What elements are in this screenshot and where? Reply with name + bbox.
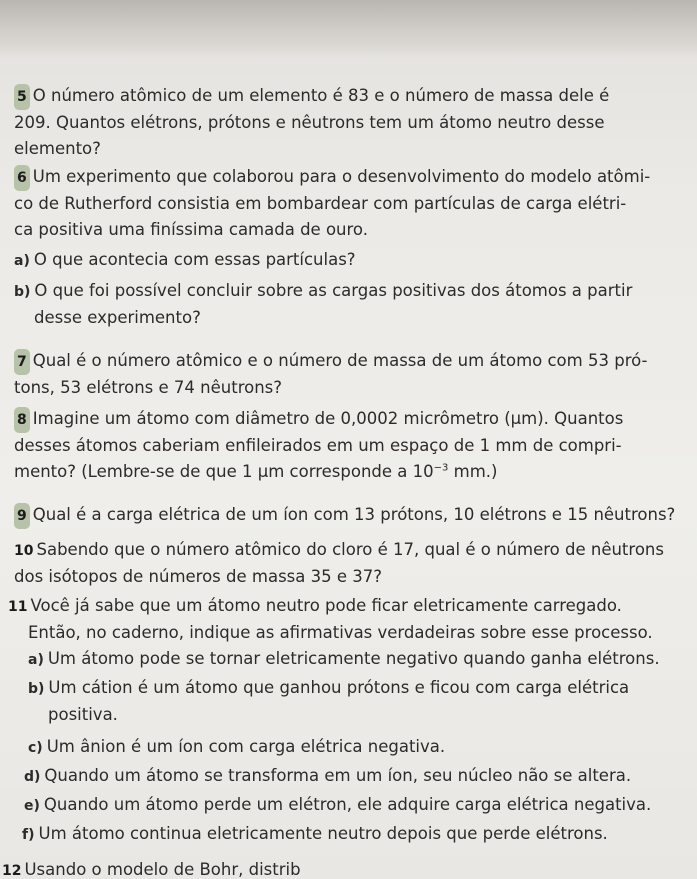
question-text-line: co de Rutherford consistia em bombardear com partículas de carga elétri-: [14, 194, 627, 213]
sub-item-text: Um cátion é um átomo que ganhou prótons e ficou com carga elétrica: [48, 678, 630, 697]
sub-item-letter: a): [14, 253, 30, 269]
sub-item-a: [14, 247, 679, 274]
question-number: 5: [14, 84, 30, 110]
sub-item-text: Quando um átomo perde um elétron, ele adquire carga elétrica negativa.: [43, 795, 652, 814]
question-text-line: Qual é o número atômico e o número de massa de um átomo com 53 pró-: [32, 351, 648, 370]
question-text-line: elemento?: [14, 139, 101, 158]
sub-item-a: [8, 646, 679, 673]
question-7: [14, 348, 679, 401]
sub-item-text: O que foi possível concluir sobre as cargas positivas dos átomos a partir: [34, 281, 633, 300]
sub-item-letter: d): [24, 769, 41, 785]
sub-item-text: O que acontecia com essas partículas?: [33, 250, 356, 269]
question-10: [14, 537, 679, 590]
sub-item-text: positiva.: [48, 705, 118, 724]
sub-item-letter: f): [22, 827, 35, 843]
question-text-line: O número atômico de um elemento é 83 e o número de massa dele é: [32, 86, 610, 105]
question-number: 7: [14, 349, 30, 375]
sub-item-b: [14, 278, 679, 305]
question-text-line: Um experimento que colaborou para o desenvolvimento do modelo atômi-: [32, 167, 651, 186]
question-11: [8, 593, 679, 848]
question-text-line: mento? (Lembre-se de que 1 μm corresponde a $10^{-3}$ mm.): [14, 462, 498, 481]
exponent: −3: [433, 462, 449, 474]
sub-item-text: desse experimento?: [34, 308, 201, 327]
question-9: [14, 502, 679, 529]
question-text-line: dos isótopos de números de massa 35 e 37?: [14, 567, 383, 586]
question-text-line: Então, no caderno, indique as afirmativas verdadeiras sobre esse processo.: [28, 623, 653, 642]
question-12: [2, 857, 679, 879]
question-text-line: Usando o modelo de Bohr, distrib: [24, 860, 301, 879]
sub-item-text: Um ânion é um íon com carga elétrica negativa.: [46, 737, 446, 756]
question-text-line: tons, 53 elétrons e 74 nêutrons?: [14, 378, 283, 397]
question-text-line: desses átomos caberiam enfileirados em um espaço de 1 mm de compri-: [14, 436, 622, 455]
question-text-line: Você já sabe que um átomo neutro pode ficar eletricamente carregado.: [30, 596, 622, 615]
question-text-line: 209. Quantos elétrons, prótons e nêutrons tem um átomo neutro desse: [14, 113, 605, 132]
question-text-line: ca positiva uma finíssima camada de ouro.: [14, 220, 368, 239]
sub-item-text: Um átomo pode se tornar eletricamente negativo quando ganha elétrons.: [47, 649, 660, 668]
sub-item-d: [8, 763, 679, 790]
question-text-line: Qual é a carga elétrica de um íon com 13 prótons, 10 elétrons e 15 nêutrons?: [32, 505, 676, 524]
question-6: [14, 164, 679, 331]
question-number: 10: [14, 543, 34, 559]
sub-item-f: [8, 821, 679, 848]
sub-item-b: [8, 675, 679, 702]
sub-item-text: Um átomo continua eletricamente neutro depois que perde elétrons.: [38, 824, 608, 843]
sub-item-letter: b): [14, 284, 31, 300]
sub-item-text: Quando um átomo se transforma em um íon, seu núcleo não se altera.: [44, 766, 632, 785]
sub-item-letter: e): [24, 798, 40, 814]
sub-item-letter: b): [28, 681, 45, 697]
question-text-line: Imagine um átomo com diâmetro de 0,0002 micrômetro (μm). Quantos: [32, 409, 624, 428]
question-number: 12: [2, 863, 22, 879]
question-8: [14, 406, 679, 485]
question-number: 11: [8, 599, 28, 615]
question-number: 8: [14, 407, 30, 433]
sub-item-letter: c): [28, 740, 43, 756]
question-5: [14, 83, 679, 162]
sub-item-e: [8, 792, 679, 819]
question-number: 6: [14, 165, 30, 191]
question-number: 9: [14, 503, 30, 529]
question-text-line: Sabendo que o número atômico do cloro é 17, qual é o número de nêutrons: [36, 540, 664, 559]
sub-item-c: [8, 734, 679, 761]
sub-item-letter: a): [28, 652, 44, 668]
